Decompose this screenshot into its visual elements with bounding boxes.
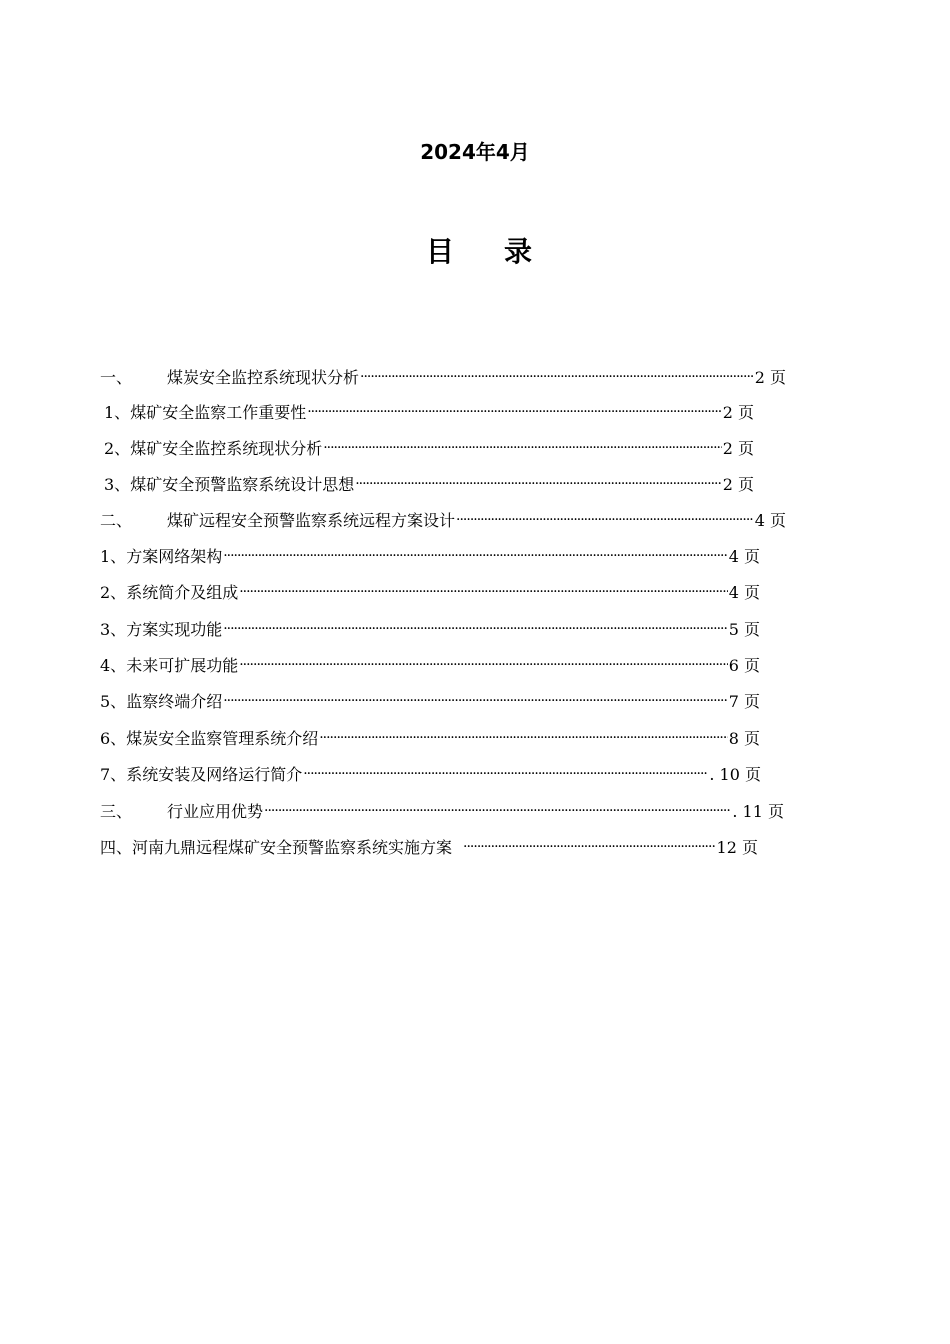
toc-leader-dots — [223, 691, 728, 711]
toc-entry-number: 6、 — [100, 728, 127, 748]
toc-entry — [104, 435, 754, 459]
toc-leader-dots — [307, 402, 722, 422]
toc-entry-number: 3、 — [100, 619, 127, 639]
toc-entry — [100, 688, 760, 712]
toc-entry-title: 煤矿安全监控系统现状分析 — [130, 438, 323, 458]
toc-entry-page: 12 页 — [716, 837, 758, 857]
toc-entry — [100, 798, 784, 822]
toc-entry-page: 7 页 — [728, 691, 760, 711]
toc-entry-title: 方案实现功能 — [126, 619, 223, 639]
toc-entry-page: 2 页 — [722, 438, 754, 458]
toc-entry-number: 7、 — [100, 764, 127, 784]
toc-entry — [104, 471, 754, 495]
toc-leader-dots — [456, 510, 754, 530]
toc-entry-page: 5 页 — [728, 619, 760, 639]
toc-entry-page: 2 页 — [754, 367, 786, 387]
toc-entry-number: 一、 — [100, 367, 133, 387]
toc-entry-title: 系统简介及组成 — [126, 582, 239, 602]
toc-leader-dots — [239, 582, 728, 602]
toc-entry-number: 4、 — [100, 655, 127, 675]
toc-entry-page: 4 页 — [754, 510, 786, 530]
toc-entry-title: 煤矿安全监察工作重要性 — [130, 402, 307, 422]
toc-leader-dots — [223, 619, 728, 639]
toc-entry-number: 四、 — [100, 837, 133, 857]
document-date: 2024年4月 — [420, 140, 530, 164]
toc-entry-number: 5、 — [100, 691, 127, 711]
toc-leader-dots — [223, 546, 728, 566]
toc-entry-page: 2 页 — [722, 474, 754, 494]
toc-heading-char-2: 录 — [504, 235, 533, 268]
toc-entry-page: . 11 页 — [732, 801, 784, 821]
toc-entry — [104, 399, 754, 423]
toc-entry-number: 三、 — [100, 801, 133, 821]
toc-entry-page: . 10 页 — [709, 764, 761, 784]
toc-entry-page: 8 页 — [728, 728, 760, 748]
toc-leader-dots — [463, 837, 716, 857]
toc-entry — [100, 579, 760, 603]
toc-heading — [0, 230, 950, 270]
toc-entry-number: 1、 — [104, 402, 131, 422]
toc-entry-number: 1、 — [100, 546, 127, 566]
toc-entry-title: 煤矿远程安全预警监察系统远程方案设计 — [167, 510, 456, 530]
toc-entry-page: 6 页 — [728, 655, 760, 675]
toc-leader-dots — [239, 655, 728, 675]
toc-leader-dots — [360, 367, 754, 387]
toc-entry — [100, 543, 760, 567]
toc-entry-page: 4 页 — [728, 546, 760, 566]
toc-entry — [100, 364, 786, 388]
toc-entry-number: 2、 — [104, 438, 131, 458]
toc-entry-page: 4 页 — [728, 582, 760, 602]
toc-entry — [100, 834, 758, 858]
toc-leader-dots — [303, 764, 708, 784]
toc-entry — [100, 507, 786, 531]
toc-entry-title: 煤炭安全监察管理系统介绍 — [126, 728, 319, 748]
toc-entry-title: 系统安装及网络运行简介 — [126, 764, 303, 784]
toc-leader-dots — [355, 474, 722, 494]
toc-leader-dots — [323, 438, 722, 458]
toc-entry-title: 监察终端介绍 — [126, 691, 223, 711]
toc-entry — [100, 652, 760, 676]
toc-entry-title: 煤炭安全监控系统现状分析 — [167, 367, 360, 387]
toc-entry-title: 煤矿安全预警监察系统设计思想 — [130, 474, 355, 494]
toc-heading-char-1: 目 — [425, 235, 454, 268]
toc-entry-title: 方案网络架构 — [126, 546, 223, 566]
toc-entry — [100, 616, 760, 640]
toc-leader-dots — [264, 801, 731, 821]
toc-entry — [100, 725, 760, 749]
toc-entry — [100, 761, 761, 785]
toc-entry-number: 二、 — [100, 510, 133, 530]
toc-entry-title: 河南九鼎远程煤矿安全预警监察系统实施方案 — [132, 837, 453, 857]
toc-entry-title: 行业应用优势 — [167, 801, 264, 821]
toc-entry-page: 2 页 — [722, 402, 754, 422]
toc-entry-title: 未来可扩展功能 — [126, 655, 239, 675]
toc-entry-number: 3、 — [104, 474, 131, 494]
toc-entry-number: 2、 — [100, 582, 127, 602]
toc-leader-dots — [319, 728, 728, 748]
